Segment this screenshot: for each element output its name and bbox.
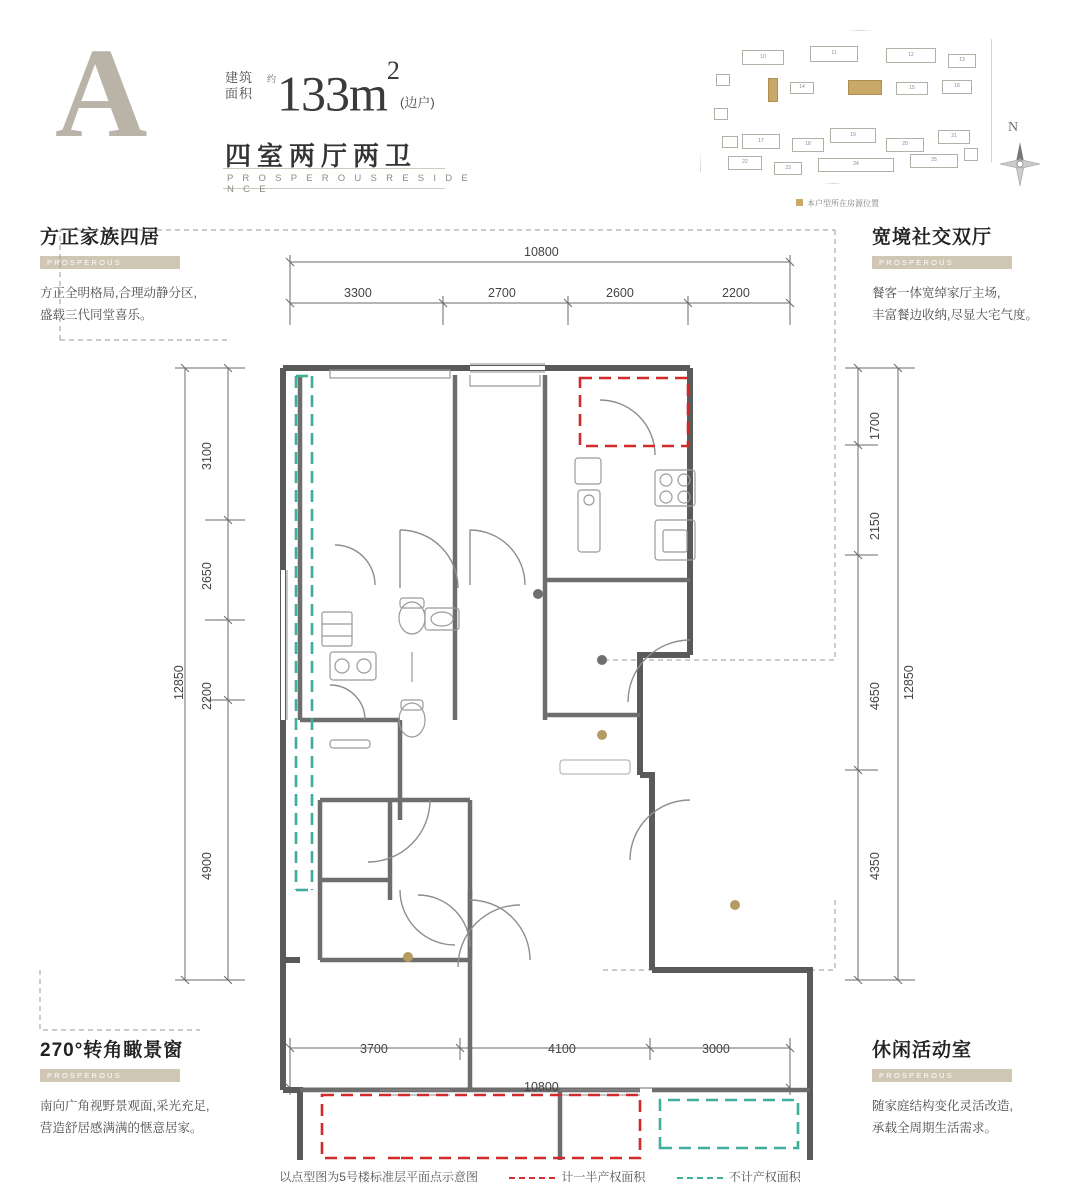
dim-right-seg-2: 2150 xyxy=(868,512,882,540)
dim-left-seg-1: 3100 xyxy=(200,442,214,470)
site-block: 15 xyxy=(896,82,928,95)
annotation-text: 方正全明格局,合理动静分区, 盛载三代同堂喜乐。 xyxy=(40,286,197,322)
room-config: 四室两厅两卫 xyxy=(225,141,418,171)
site-block-highlight xyxy=(848,80,882,95)
annotation-subbar: PROSPEROUS RESIDENCE xyxy=(872,1069,1012,1082)
dim-left-seg-3: 2200 xyxy=(200,682,214,710)
dim-top-seg-1: 3300 xyxy=(344,286,372,300)
dim-right-seg-4: 4350 xyxy=(868,852,882,880)
plan-window-lines xyxy=(287,364,640,1095)
dim-bottom-seg-2: 4100 xyxy=(548,1042,576,1056)
annotation-subbar: PROSPEROUS RESIDENCE xyxy=(872,256,1012,269)
site-block: 24 xyxy=(818,158,894,172)
compass xyxy=(990,120,1052,192)
site-block: 20 xyxy=(886,138,924,152)
dim-top-seg-3: 2600 xyxy=(606,286,634,300)
dim-left-seg-4: 4900 xyxy=(200,852,214,880)
dim-bottom-seg-1: 3700 xyxy=(360,1042,388,1056)
site-block: 16 xyxy=(942,80,972,94)
site-block xyxy=(964,148,978,161)
plan-header xyxy=(55,22,475,195)
dim-bottom-total: 10800 xyxy=(524,1080,559,1094)
annotation-subbar: PROSPEROUS RESIDENCE xyxy=(40,1069,180,1082)
plan-footer xyxy=(0,1168,1080,1185)
site-block: 21 xyxy=(938,130,970,144)
annotation-text: 随家庭结构变化灵活改造, 承载全周期生活需求。 xyxy=(872,1099,1013,1135)
dim-left-total: 12850 xyxy=(172,665,186,700)
site-map-legend: 本户型所在房源位置 xyxy=(796,198,879,209)
dim-right-seg-3: 4650 xyxy=(868,682,882,710)
site-block xyxy=(716,74,730,86)
dim-top-seg-2: 2700 xyxy=(488,286,516,300)
annotation-text: 南向广角视野景观面,采光充足, 营造舒居感满满的惬意居家。 xyxy=(40,1099,210,1135)
site-block: 22 xyxy=(728,156,762,170)
dim-left-seg-2: 2650 xyxy=(200,562,214,590)
plan-type-letter: A xyxy=(55,22,146,164)
dim-top-seg-4: 2200 xyxy=(722,286,750,300)
dim-right-seg-1: 1700 xyxy=(868,412,882,440)
area-approx-mark: 约 xyxy=(267,74,277,84)
site-block: 18 xyxy=(792,138,824,152)
annotation-title: 270°转角瞰景窗 xyxy=(40,1040,184,1061)
site-block: 25 xyxy=(910,154,958,168)
compass-north-label: N xyxy=(1008,120,1019,135)
area-side-note: (边户) xyxy=(400,95,435,110)
area-label: 建筑 面积 xyxy=(225,70,254,101)
header-english-tagline: P R O S P E R O U S R E S I D E N C E xyxy=(227,173,471,195)
annotation-title: 休闲活动室 xyxy=(872,1040,973,1061)
site-block: 10 xyxy=(742,50,784,65)
site-block: 12 xyxy=(886,48,936,63)
footer-legend-none: 不计产权面积 xyxy=(677,1168,801,1185)
site-block: 17 xyxy=(742,134,780,149)
site-block: 14 xyxy=(790,82,814,94)
annotation-title: 宽境社交双厅 xyxy=(872,227,993,248)
dim-right-total: 12850 xyxy=(902,665,916,700)
dim-top-total: 10800 xyxy=(524,245,559,259)
site-block-highlight xyxy=(768,78,778,102)
site-block xyxy=(714,108,728,120)
footer-legend-half: 计一半产权面积 xyxy=(509,1168,645,1185)
floor-plan-drawing xyxy=(0,200,1080,1160)
plan-furniture xyxy=(560,760,630,774)
footer-note: 以点型图为5号楼标准层平面点示意图 xyxy=(279,1170,478,1184)
site-block: 19 xyxy=(830,128,876,143)
dim-bottom-seg-3: 3000 xyxy=(702,1042,730,1056)
annotation-subbar: PROSPEROUS RESIDENCE xyxy=(40,256,180,269)
area-half-counted-outline xyxy=(322,378,688,1158)
area-value: $133m^2$ xyxy=(277,56,399,122)
site-key-map xyxy=(700,30,990,208)
site-block: 23 xyxy=(774,162,802,175)
compass-rose-icon xyxy=(998,140,1042,188)
annotation-title: 方正家族四居 xyxy=(40,227,161,248)
annotation-text: 餐客一体宽绰家厅主场, 丰富餐边收纳,尽显大宅气度。 xyxy=(872,286,1038,322)
site-block: 11 xyxy=(810,46,858,62)
site-block xyxy=(722,136,738,148)
site-block: 13 xyxy=(948,54,976,68)
dimension-ticks-right xyxy=(854,364,902,984)
